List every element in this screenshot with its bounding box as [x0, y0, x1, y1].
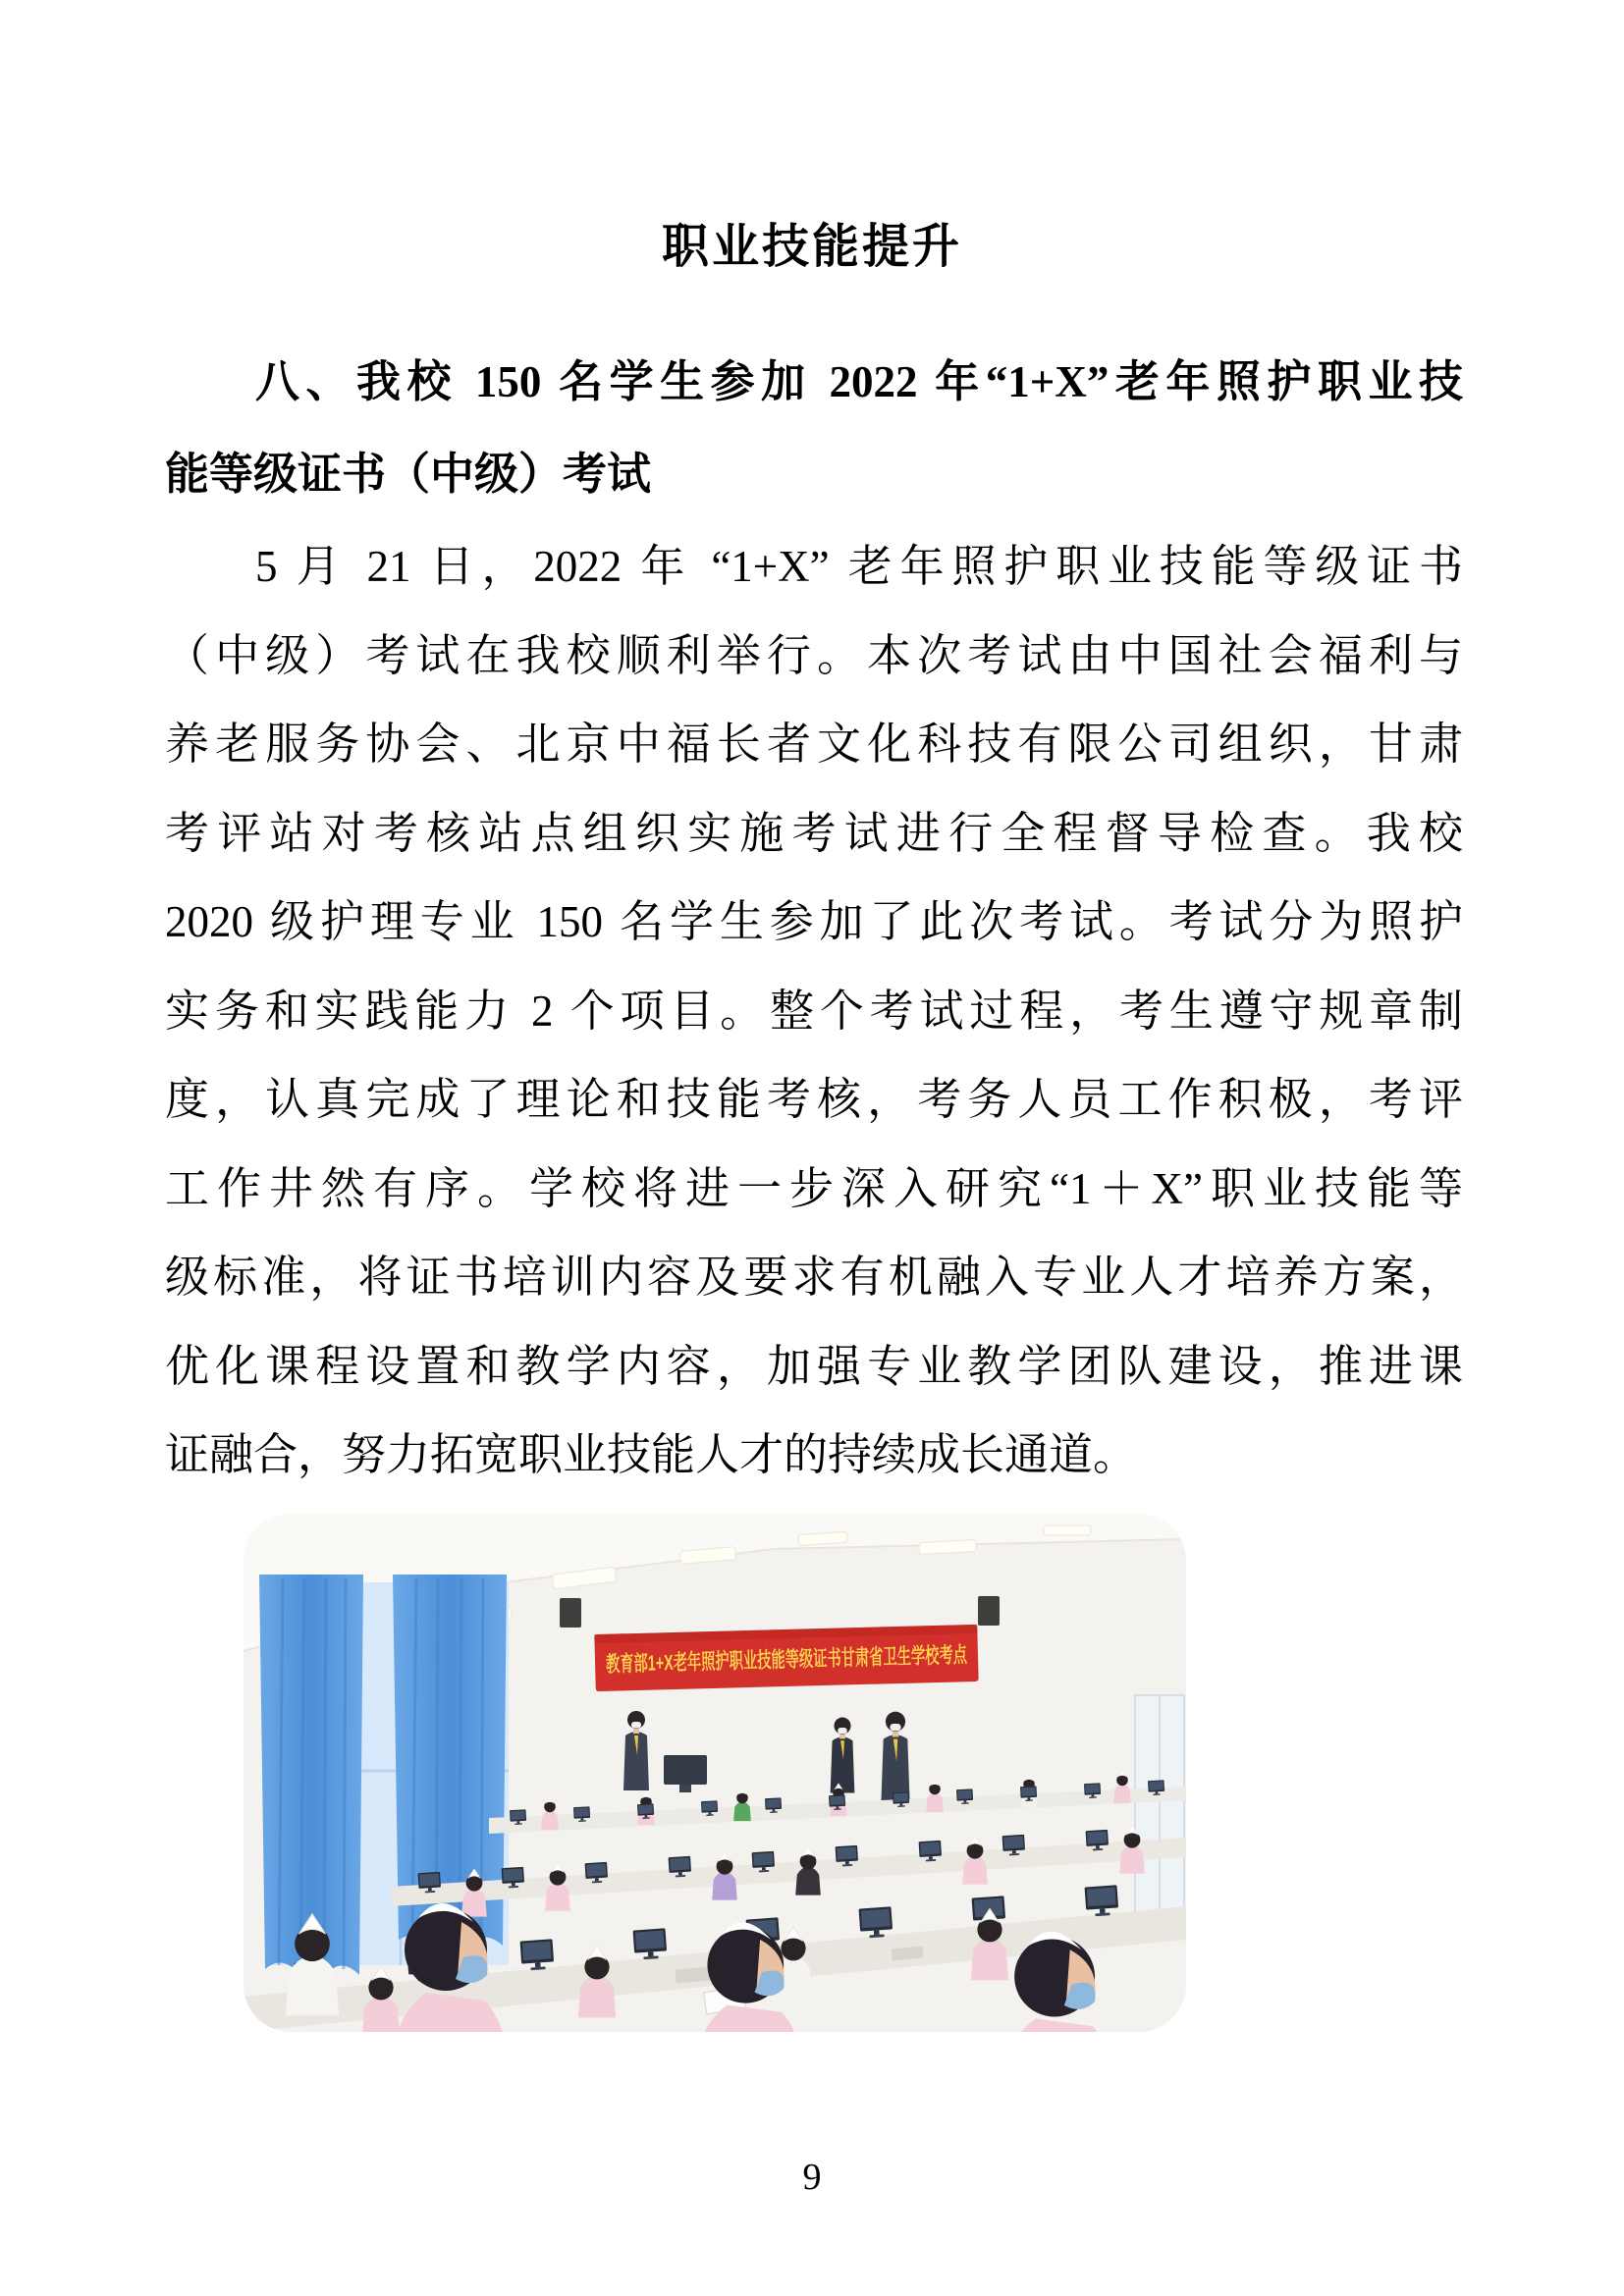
body-line: 级标准，将证书培训内容及要求有机融入专业人才培养方案， [165, 1253, 1463, 1302]
section-heading-line: 能等级证书（中级）考试 [165, 450, 652, 499]
body-line: 2020 级护理专业 150 名学生参加了此次考试。考试分为照护 [165, 897, 1463, 946]
body-line: 优化课程设置和教学内容，加强专业教学团队建设，推进课 [165, 1341, 1463, 1391]
body-line: 养老服务协会、北京中福长者文化科技有限公司组织，甘肃 [165, 720, 1463, 769]
classroom-photo-scene [244, 1514, 1186, 2032]
body-line: （中级）考试在我校顺利举行。本次考试由中国社会福利与 [165, 630, 1463, 680]
page-title: 职业技能提升 [661, 221, 962, 273]
wall-speaker-icon [978, 1596, 1000, 1626]
body-line: 证融合，努力拓宽职业技能人才的持续成长通道。 [165, 1430, 1138, 1479]
exam-banner [594, 1625, 1164, 1691]
wall-speaker-icon [560, 1598, 581, 1628]
page-number: 9 [802, 2157, 822, 2198]
section-heading [165, 336, 1463, 520]
banner-text: 教育部1+X老年照护职业技能等级证书甘肃省卫生学校考点 [605, 1636, 1164, 1677]
classroom-photo [244, 1514, 1186, 2032]
section-heading-line: 八、我校 150 名学生参加 2022 年“1+X”老年照护职业技 [255, 357, 1463, 406]
body-line: 考评站对考核站点组织实施考试进行全程督导检查。我校 [165, 808, 1463, 858]
body-line: 工作井然有序。学校将进一步深入研究“1＋X”职业技能等 [165, 1163, 1463, 1213]
body-line: 实务和实践能力 2 个项目。整个考试过程，考生遵守规章制 [165, 986, 1463, 1036]
body-line: 5 月 21 日，2022 年 “1+X” 老年照护职业技能等级证书 [255, 542, 1463, 591]
body-paragraph [165, 522, 1463, 1500]
body-line: 度，认真完成了理论和技能考核，考务人员工作积极，考评 [165, 1075, 1463, 1124]
